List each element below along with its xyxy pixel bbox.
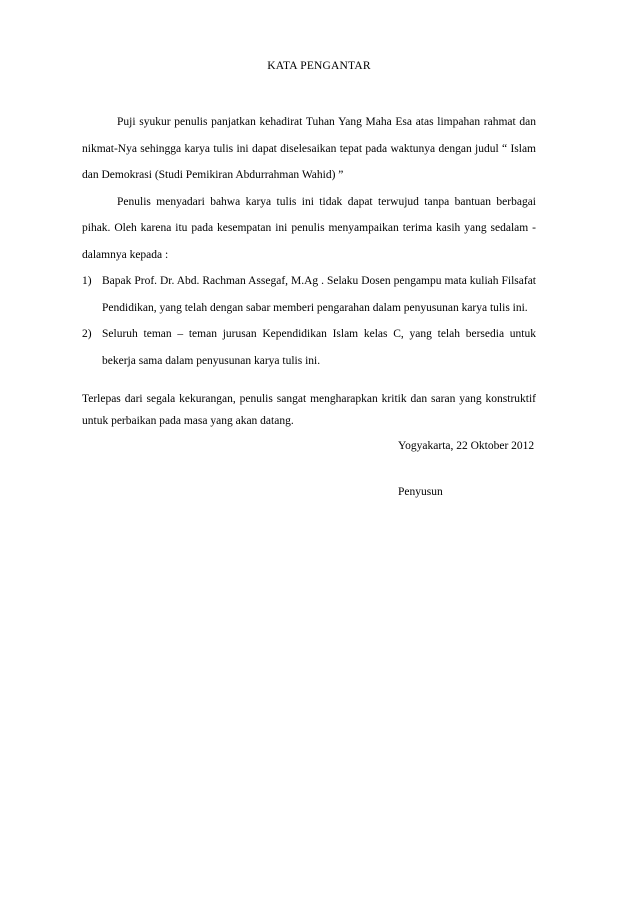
list-item bbox=[82, 268, 536, 321]
paragraph-closing: Terlepas dari segala kekurangan, penulis sangat mengharapkan kritik dan saran yang konstruktif untuk perbaikan pada masa yang akan datang. bbox=[82, 393, 536, 427]
list-number: 1) bbox=[82, 275, 92, 287]
spacer bbox=[82, 374, 536, 388]
list-item bbox=[82, 321, 536, 374]
page-title: KATA PENGANTAR bbox=[267, 60, 371, 72]
list-text: Seluruh teman – teman jurusan Kependidikan Islam kelas C, yang telah bersedia untuk bekerja sama dalam penyusunan karya tulis ini. bbox=[102, 328, 536, 367]
list-text: Bapak Prof. Dr. Abd. Rachman Assegaf, M.Ag . Selaku Dosen pengampu mata kuliah Filsafat Pendidikan, yang telah dengan sabar memberi pengarahan dalam penyusunan karya tulis ini. bbox=[102, 275, 536, 314]
thanks-list bbox=[82, 268, 536, 374]
paragraph-acknowledgement: Penulis menyadari bahwa karya tulis ini tidak dapat terwujud tanpa bantuan berbagai pihak. Oleh karena itu pada kesempatan ini penulis menyampaikan terima kasih yang sedalam - dalamnya kepada : bbox=[82, 195, 536, 261]
paragraph-intro: Puji syukur penulis panjatkan kehadirat Tuhan Yang Maha Esa atas limpahan rahmat dan nikmat-Nya sehingga karya tulis ini dapat diselesaikan tepat pada waktunya dengan judul “ Islam dan Demokrasi (Studi Pemikiran Abdurrahman Wahid) ” bbox=[82, 116, 536, 181]
signature-author: Penyusun bbox=[398, 486, 443, 498]
list-number: 2) bbox=[82, 328, 92, 340]
signature-place-date: Yogyakarta, 22 Oktober 2012 bbox=[398, 440, 535, 452]
document-body bbox=[82, 109, 536, 432]
